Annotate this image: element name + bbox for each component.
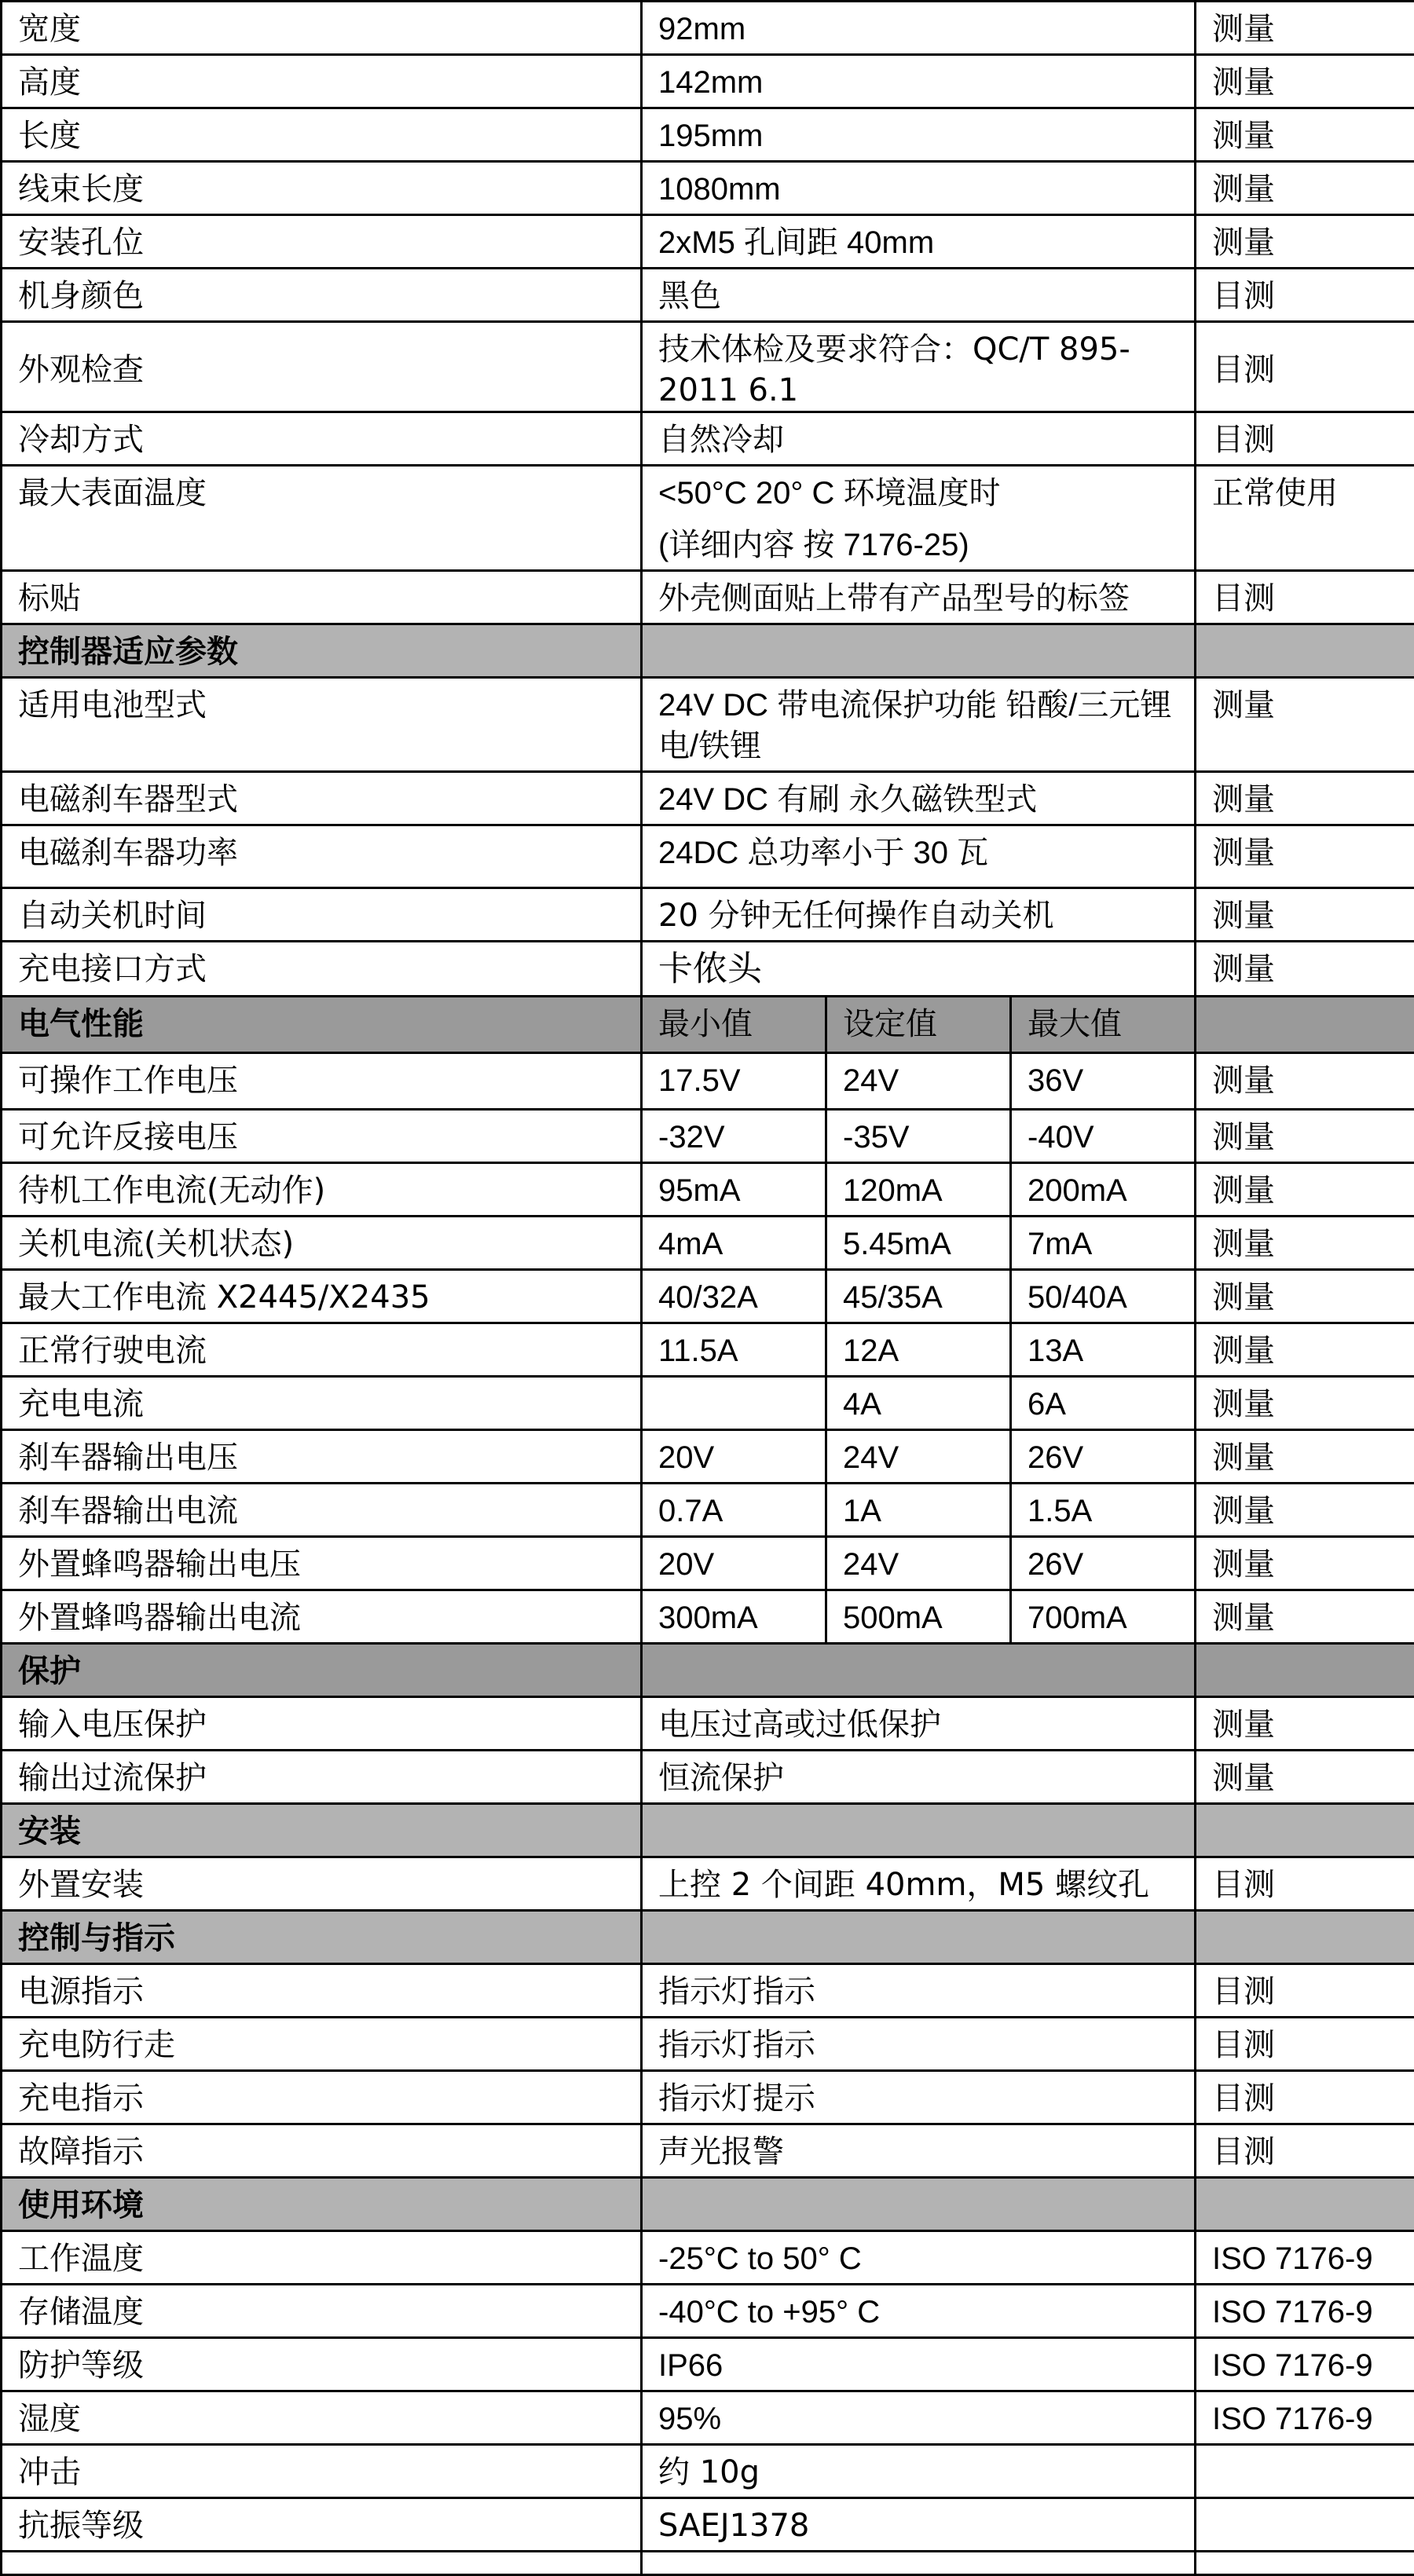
param-name: 适用电池型式 xyxy=(2,678,642,772)
table-row xyxy=(2,2071,1414,2124)
test-method: 目测 xyxy=(1196,322,1414,412)
param-name: 可操作工作电压 xyxy=(2,1053,642,1110)
param-name: 刹车器输出电流 xyxy=(2,1484,642,1537)
param-name: 高度 xyxy=(2,55,642,108)
section-header xyxy=(2,624,1414,678)
param-name: 宽度 xyxy=(2,2,642,55)
param-name: 正常行驶电流 xyxy=(2,1323,642,1377)
table-row xyxy=(2,1697,1414,1751)
table-row xyxy=(2,1217,1414,1270)
table-row xyxy=(2,825,1414,888)
set-value: -35V xyxy=(826,1110,1011,1163)
test-method: 测量 xyxy=(1196,1110,1414,1163)
param-value: -25°C to 50° C xyxy=(642,2231,1196,2285)
test-method: 测量 xyxy=(1196,1270,1414,1323)
col-min-header: 最小值 xyxy=(642,997,826,1053)
param-value: 声光报警 xyxy=(642,2124,1196,2178)
table-row xyxy=(2,1590,1414,1644)
param-value: -40°C to +95° C xyxy=(642,2285,1196,2338)
param-name: 充电指示 xyxy=(2,2071,642,2124)
table-row xyxy=(2,2498,1414,2552)
param-name: 关机电流(关机状态) xyxy=(2,1217,642,1270)
test-method: ISO 7176-9 xyxy=(1196,2338,1414,2391)
table-row xyxy=(2,2124,1414,2178)
min-value: 11.5A xyxy=(642,1323,826,1377)
section-title: 控制与指示 xyxy=(2,1911,642,1964)
param-value: 1080mm xyxy=(642,162,1196,215)
table-row xyxy=(2,1484,1414,1537)
param-value: 自然冷却 xyxy=(642,412,1196,466)
test-method: 目测 xyxy=(1196,571,1414,624)
param-name: 外置蜂鸣器输出电流 xyxy=(2,1590,642,1644)
section-title: 保护 xyxy=(2,1644,642,1697)
table-row xyxy=(2,2338,1414,2391)
test-method: 测量 xyxy=(1196,2,1414,55)
test-method: 测量 xyxy=(1196,1537,1414,1590)
param-value: 指示灯指示 xyxy=(642,2018,1196,2071)
table-row xyxy=(2,2018,1414,2071)
param-value: 24V DC 带电流保护功能 铅酸/三元锂电/铁锂 xyxy=(642,678,1196,772)
table-row xyxy=(2,2391,1414,2445)
param-name: 充电电流 xyxy=(2,1377,642,1430)
max-value: 700mA xyxy=(1011,1590,1196,1644)
max-value: 36V xyxy=(1011,1053,1196,1110)
table-row xyxy=(2,571,1414,624)
test-method: 目测 xyxy=(1196,2018,1414,2071)
test-method: 测量 xyxy=(1196,215,1414,269)
param-name: 可允许反接电压 xyxy=(2,1110,642,1163)
param-name: 工作温度 xyxy=(2,2231,642,2285)
test-method: ISO 7176-9 xyxy=(1196,2285,1414,2338)
set-value: 24V xyxy=(826,1053,1011,1110)
test-method: 目测 xyxy=(1196,2071,1414,2124)
table-row xyxy=(2,1964,1414,2018)
section-header xyxy=(2,1911,1414,1964)
max-value: 50/40A xyxy=(1011,1270,1196,1323)
param-value: 2xM5 孔间距 40mm xyxy=(642,215,1196,269)
col-set-header: 设定值 xyxy=(826,997,1011,1053)
param-value: 电压过高或过低保护 xyxy=(642,1697,1196,1751)
param-value-note: (详细内容 按 7176-25) xyxy=(658,525,1178,565)
section-title: 控制器适应参数 xyxy=(2,624,642,678)
min-value: 95mA xyxy=(642,1163,826,1217)
param-name: 冲击 xyxy=(2,2445,642,2498)
param-name: 输入电压保护 xyxy=(2,1697,642,1751)
test-method: 目测 xyxy=(1196,412,1414,466)
set-value: 5.45mA xyxy=(826,1217,1011,1270)
param-name: 最大表面温度 xyxy=(2,466,642,571)
table-row xyxy=(2,2285,1414,2338)
param-value: 上控 2 个间距 40mm，M5 螺纹孔 xyxy=(642,1857,1196,1911)
param-value: 卡侬头 xyxy=(642,942,1196,997)
param-value: 约 10g xyxy=(642,2445,1196,2498)
table-row xyxy=(2,1430,1414,1484)
table-row xyxy=(2,412,1414,466)
test-method: 正常使用 xyxy=(1196,466,1414,571)
table-row-continuation xyxy=(2,2552,1414,2575)
set-value: 4A xyxy=(826,1377,1011,1430)
test-method: 测量 xyxy=(1196,1590,1414,1644)
param-name: 防护等级 xyxy=(2,2338,642,2391)
set-value: 24V xyxy=(826,1537,1011,1590)
table-row xyxy=(2,2231,1414,2285)
param-name: 线束长度 xyxy=(2,162,642,215)
param-name: 故障指示 xyxy=(2,2124,642,2178)
param-value: 95% xyxy=(642,2391,1196,2445)
param-name: 安装孔位 xyxy=(2,215,642,269)
table-row xyxy=(2,1377,1414,1430)
test-method: 测量 xyxy=(1196,1163,1414,1217)
table-row xyxy=(2,322,1414,412)
table-row xyxy=(2,108,1414,162)
param-name: 电磁刹车器型式 xyxy=(2,772,642,825)
section-header xyxy=(2,1804,1414,1857)
test-method: 目测 xyxy=(1196,269,1414,322)
min-value xyxy=(642,1377,826,1430)
table-row xyxy=(2,1110,1414,1163)
min-value: 17.5V xyxy=(642,1053,826,1110)
table-row xyxy=(2,2,1414,55)
max-value: 200mA xyxy=(1011,1163,1196,1217)
param-value: 20 分钟无任何操作自动关机 xyxy=(642,888,1196,942)
section-header xyxy=(2,997,1414,1053)
param-value: 外壳侧面贴上带有产品型号的标签 xyxy=(642,571,1196,624)
param-value: 指示灯提示 xyxy=(642,2071,1196,2124)
min-value: -32V xyxy=(642,1110,826,1163)
test-method: 测量 xyxy=(1196,55,1414,108)
min-value: 20V xyxy=(642,1430,826,1484)
param-value: SAEJ1378 xyxy=(642,2498,1196,2552)
param-name: 长度 xyxy=(2,108,642,162)
max-value: 26V xyxy=(1011,1537,1196,1590)
param-name: 最大工作电流 X2445/X2435 xyxy=(2,1270,642,1323)
param-value-line: <50°C 20° C 环境温度时 xyxy=(658,473,1178,514)
test-method: 测量 xyxy=(1196,1697,1414,1751)
table-row xyxy=(2,1857,1414,1911)
section-title: 使用环境 xyxy=(2,2178,642,2231)
table-row xyxy=(2,269,1414,322)
set-value: 120mA xyxy=(826,1163,1011,1217)
min-value: 0.7A xyxy=(642,1484,826,1537)
set-value: 24V xyxy=(826,1430,1011,1484)
test-method: 测量 xyxy=(1196,108,1414,162)
param-name: 充电防行走 xyxy=(2,2018,642,2071)
max-value: 1.5A xyxy=(1011,1484,1196,1537)
max-value: 13A xyxy=(1011,1323,1196,1377)
section-title: 安装 xyxy=(2,1804,642,1857)
test-method: 测量 xyxy=(1196,1217,1414,1270)
param-value: 24DC 总功率小于 30 瓦 xyxy=(642,825,1196,888)
param-value: 指示灯指示 xyxy=(642,1964,1196,2018)
max-value: -40V xyxy=(1011,1110,1196,1163)
section-title: 电气性能 xyxy=(2,997,642,1053)
table-row xyxy=(2,215,1414,269)
param-name: 抗振等级 xyxy=(2,2498,642,2552)
param-name: 外置安装 xyxy=(2,1857,642,1911)
param-value: 92mm xyxy=(642,2,1196,55)
section-header xyxy=(2,1644,1414,1697)
param-name: 冷却方式 xyxy=(2,412,642,466)
set-value: 45/35A xyxy=(826,1270,1011,1323)
param-name: 湿度 xyxy=(2,2391,642,2445)
param-name: 输出过流保护 xyxy=(2,1751,642,1804)
param-name: 刹车器输出电压 xyxy=(2,1430,642,1484)
table-row xyxy=(2,162,1414,215)
table-row xyxy=(2,942,1414,997)
max-value: 26V xyxy=(1011,1430,1196,1484)
param-value: IP66 xyxy=(642,2338,1196,2391)
test-method: 测量 xyxy=(1196,1430,1414,1484)
table-row xyxy=(2,1537,1414,1590)
test-method: 测量 xyxy=(1196,1484,1414,1537)
min-value: 20V xyxy=(642,1537,826,1590)
table-row xyxy=(2,772,1414,825)
param-value: 技术体检及要求符合：QC/T 895-2011 6.1 xyxy=(642,322,1196,412)
test-method: 测量 xyxy=(1196,1751,1414,1804)
table-row xyxy=(2,1323,1414,1377)
test-method: 测量 xyxy=(1196,678,1414,772)
max-value: 6A xyxy=(1011,1377,1196,1430)
test-method: 测量 xyxy=(1196,1323,1414,1377)
test-method: 测量 xyxy=(1196,888,1414,942)
param-value: 142mm xyxy=(642,55,1196,108)
test-method: 目测 xyxy=(1196,1857,1414,1911)
max-value: 7mA xyxy=(1011,1217,1196,1270)
table-row xyxy=(2,466,1414,571)
col-max-header: 最大值 xyxy=(1011,997,1196,1053)
param-name: 机身颜色 xyxy=(2,269,642,322)
table-row xyxy=(2,1270,1414,1323)
test-method: ISO 7176-9 xyxy=(1196,2231,1414,2285)
table-row xyxy=(2,55,1414,108)
test-method: 测量 xyxy=(1196,1377,1414,1430)
param-value xyxy=(642,466,1196,571)
min-value: 40/32A xyxy=(642,1270,826,1323)
set-value: 1A xyxy=(826,1484,1011,1537)
test-method: ISO 7176-9 xyxy=(1196,2391,1414,2445)
param-name: 外置蜂鸣器输出电压 xyxy=(2,1537,642,1590)
param-name: 自动关机时间 xyxy=(2,888,642,942)
test-method: 测量 xyxy=(1196,942,1414,997)
param-name: 标贴 xyxy=(2,571,642,624)
test-method: 测量 xyxy=(1196,162,1414,215)
test-method: 目测 xyxy=(1196,2124,1414,2178)
param-name: 存储温度 xyxy=(2,2285,642,2338)
param-name: 待机工作电流(无动作) xyxy=(2,1163,642,1217)
test-method: 测量 xyxy=(1196,1053,1414,1110)
table-row xyxy=(2,2445,1414,2498)
param-name: 充电接口方式 xyxy=(2,942,642,997)
min-value: 4mA xyxy=(642,1217,826,1270)
param-value: 恒流保护 xyxy=(642,1751,1196,1804)
test-method: 测量 xyxy=(1196,825,1414,888)
test-method: 目测 xyxy=(1196,1964,1414,2018)
table-row xyxy=(2,1751,1414,1804)
param-name: 外观检查 xyxy=(2,322,642,412)
set-value: 12A xyxy=(826,1323,1011,1377)
test-method: 测量 xyxy=(1196,772,1414,825)
param-value: 24V DC 有刷 永久磁铁型式 xyxy=(642,772,1196,825)
param-value: 195mm xyxy=(642,108,1196,162)
param-value: 黑色 xyxy=(642,269,1196,322)
param-name: 电磁刹车器功率 xyxy=(2,825,642,888)
test-method xyxy=(1196,2498,1414,2552)
set-value: 500mA xyxy=(826,1590,1011,1644)
test-method xyxy=(1196,2445,1414,2498)
param-name: 电源指示 xyxy=(2,1964,642,2018)
section-header xyxy=(2,2178,1414,2231)
min-value: 300mA xyxy=(642,1590,826,1644)
table-row xyxy=(2,1163,1414,1217)
table-row xyxy=(2,888,1414,942)
table-row xyxy=(2,678,1414,772)
table-row xyxy=(2,1053,1414,1110)
